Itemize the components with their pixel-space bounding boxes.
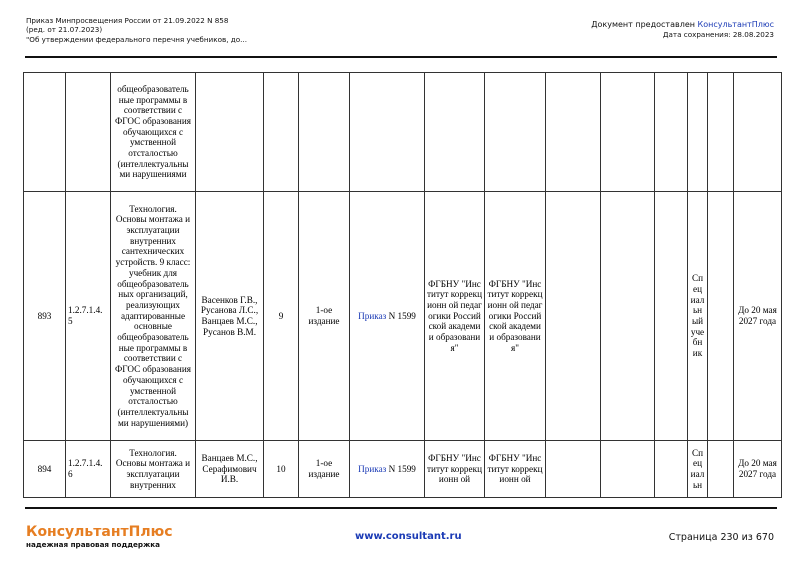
cell-edition: 1-ое издание	[299, 192, 350, 441]
cell-c15	[708, 192, 734, 441]
cell-code: 1.2.7.1.4. 6	[66, 441, 111, 498]
cell-publisher: ФГБНУ "Институт коррекционн ой	[485, 441, 546, 498]
cell-grade: 9	[264, 192, 299, 441]
cell-c11	[546, 441, 601, 498]
table-row	[24, 441, 782, 498]
order-link[interactable]: Приказ	[358, 463, 387, 474]
footer-divider	[25, 507, 777, 509]
cell-c13	[655, 73, 688, 192]
cell-c12	[601, 441, 655, 498]
header-divider	[25, 56, 777, 58]
cell-authors: Васенков Г.В., Русанова Л.С., Ванцаев М.С., Русанов В.М.	[196, 192, 264, 441]
cell-c13	[655, 441, 688, 498]
cell-num: 894	[24, 441, 66, 498]
cell-grade	[264, 73, 299, 192]
page-counter: Страница 230 из 670	[668, 532, 774, 543]
footer-brand-name: КонсультантПлюс	[26, 524, 173, 540]
cell-edition	[299, 73, 350, 192]
cell-num	[24, 73, 66, 192]
cell-title: Технология. Основы монтажа и эксплуатации внутренних	[111, 441, 196, 498]
cell-c11	[546, 73, 601, 192]
cell-grade: 10	[264, 441, 299, 498]
consultant-brand-link[interactable]: КонсультантПлюс	[697, 20, 774, 29]
cell-authors: Ванцаев М.С., Серафимович И.В.	[196, 441, 264, 498]
table-row	[24, 73, 782, 192]
footer-tagline: надежная правовая поддержка	[26, 540, 160, 549]
document-header-source	[591, 20, 774, 39]
footer-logo	[26, 524, 173, 549]
cell-authors	[196, 73, 264, 192]
cell-c12	[601, 192, 655, 441]
cell-term: До 20 мая 2027 года	[734, 441, 782, 498]
cell-c15	[708, 441, 734, 498]
cell-order: Приказ N 1599	[350, 441, 425, 498]
cell-c11	[546, 192, 601, 441]
document-header-title	[26, 16, 247, 44]
header-line-1: Приказ Минпросвещения России от 21.09.2022 N 858	[26, 16, 229, 25]
cell-title: Технология. Основы монтажа и эксплуатации внутренних сантехнических устройств. 9 класс: учебник для общеобразователь ных организаций, реализующих адаптированные основные общеобразователь ные программы в соответствии с ФГОС образования обучающихся с умственной отсталостью (интеллектуальны ми нарушениями)	[111, 192, 196, 441]
cell-order: Приказ N 1599	[350, 192, 425, 441]
header-line-3: "Об утверждении федерального перечня учебников, до...	[26, 34, 247, 44]
provided-by-label: Документ предоставлен	[591, 20, 698, 29]
textbook-list-table	[23, 72, 782, 498]
cell-code	[66, 73, 111, 192]
cell-developer: ФГБНУ "Институт коррекционн ой	[425, 441, 485, 498]
table-row	[24, 192, 782, 441]
cell-title: общеобразователь ные программы в соответствии с ФГОС образования обучающихся с умственной отсталостью (интеллектуальны ми нарушениями	[111, 73, 196, 192]
save-date: Дата сохранения: 28.08.2023	[662, 30, 774, 39]
cell-publisher	[485, 73, 546, 192]
cell-num: 893	[24, 192, 66, 441]
cell-term	[734, 73, 782, 192]
cell-c14: Сп ец иал ьн ый уче бн ик	[688, 192, 708, 441]
order-link[interactable]: Приказ	[358, 310, 387, 321]
header-line-2: (ред. от 21.07.2023)	[26, 25, 103, 35]
cell-c14: Сп ец иал ьн	[688, 441, 708, 498]
cell-term: До 20 мая 2027 года	[734, 192, 782, 441]
cell-edition: 1-ое издание	[299, 441, 350, 498]
cell-c13	[655, 192, 688, 441]
cell-c14	[688, 73, 708, 192]
cell-code: 1.2.7.1.4. 5	[66, 192, 111, 441]
cell-c12	[601, 73, 655, 192]
cell-order	[350, 73, 425, 192]
cell-c15	[708, 73, 734, 192]
cell-publisher: ФГБНУ "Институт коррекционн ой педагогики Российской академии образования"	[485, 192, 546, 441]
footer-website-link[interactable]: www.consultant.ru	[355, 531, 462, 542]
cell-developer	[425, 73, 485, 192]
cell-developer: ФГБНУ "Институт коррекционн ой педагогики Российской академии образования"	[425, 192, 485, 441]
